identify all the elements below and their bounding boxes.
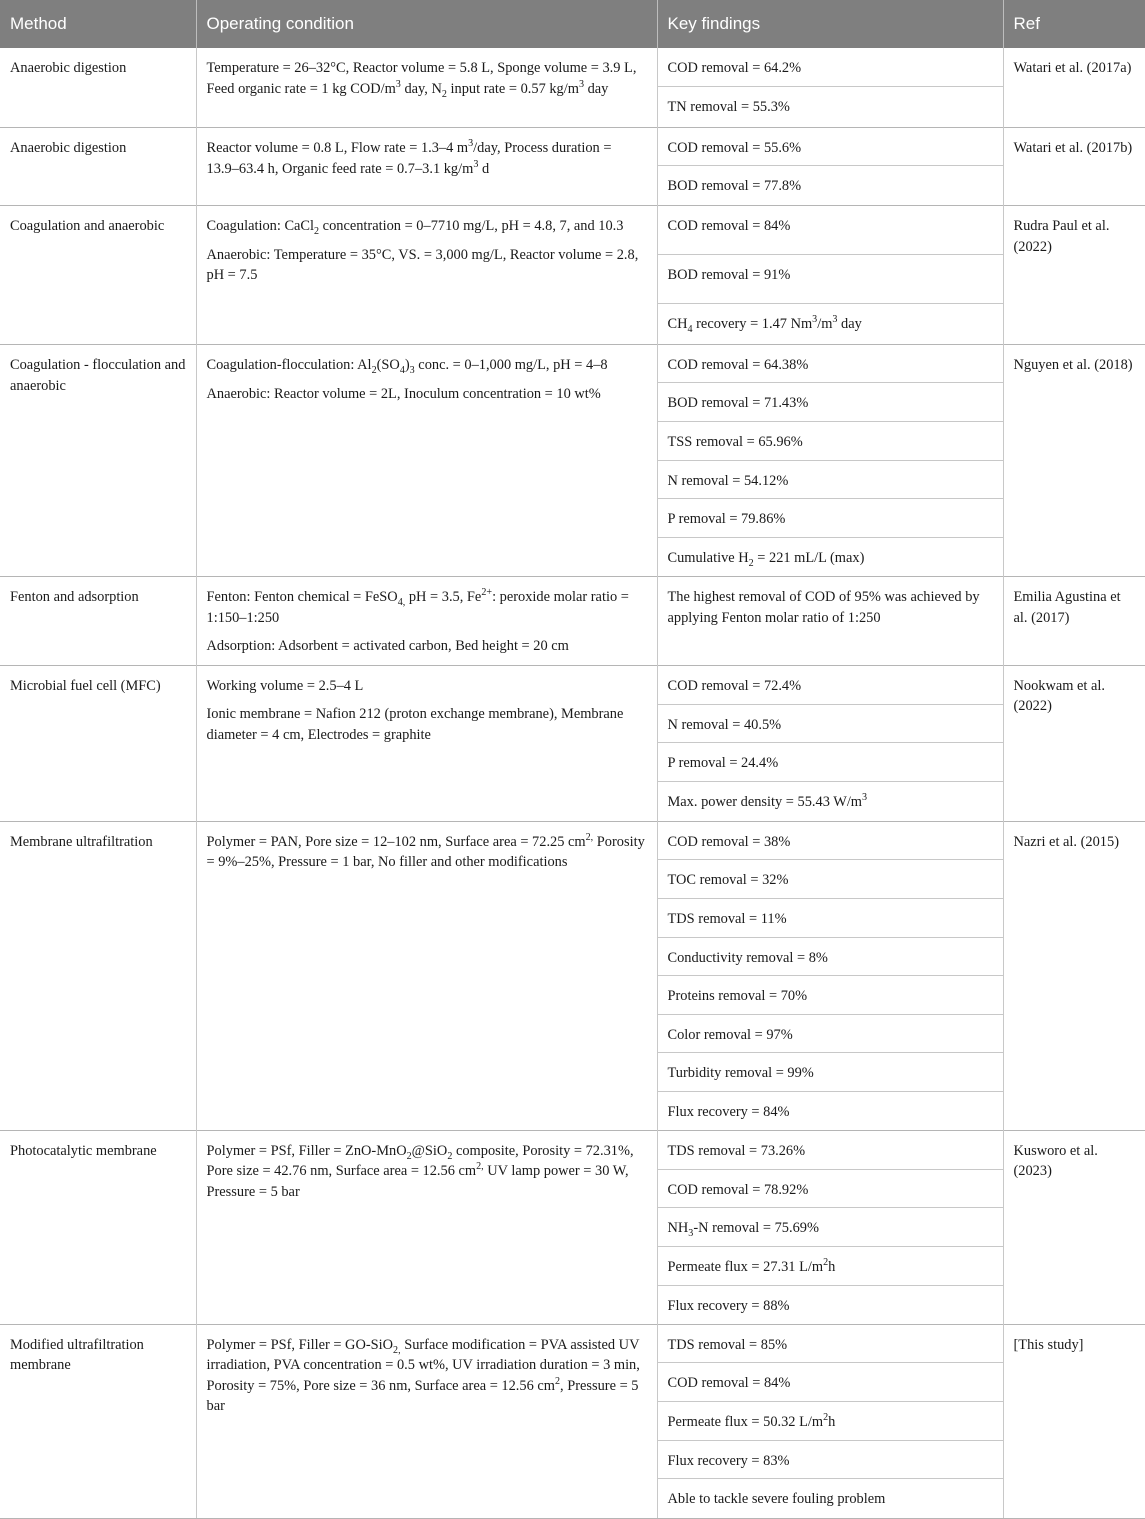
table-row [0, 1324, 1145, 1518]
finding-item: Flux recovery = 84% [667, 1103, 790, 1120]
condition-cell: Coagulation-flocculation: $Al_2(SO_4)_3$ conc. = 0–1,000 mg/L, pH = 4–8 Anaerobic: Reactor volume = 2L, Inoculum concentration = 10 wt% [196, 345, 657, 577]
finding-item: COD removal = 64.2% [658, 48, 1003, 87]
findings-cell [657, 1130, 1003, 1324]
finding-item: N removal = 54.12% [658, 461, 1003, 499]
finding-item: COD removal = 38% [658, 822, 1003, 860]
findings-cell [657, 821, 1003, 1130]
finding-item: P removal = 79.86% [658, 499, 1003, 538]
findings-cell [657, 48, 1003, 128]
method-cell: Anaerobic digestion [0, 48, 196, 128]
finding-item: P removal = 24.4% [658, 743, 1003, 782]
condition-cell: Polymer = PSf, Filler = GO-SiO$_{2,}$ Surface modification = PVA assisted UV irradiation, PVA concentration = 0.5 wt%, UV irradiation duration = 3 min, Porosity = 75%, Pore size = 36 nm, Surface area = 12.56 $cm^2$, Pressure = 5 bar [196, 1324, 657, 1518]
table-row [0, 345, 1145, 577]
method-cell: Membrane ultrafiltration [0, 821, 196, 1130]
table-row [0, 206, 1145, 345]
finding-item: TDS removal = 73.26% [658, 1131, 1003, 1170]
method-cell: Coagulation - flocculation and anaerobic [0, 345, 196, 577]
finding-item: Proteins removal = 70% [658, 976, 1003, 1015]
table-row [0, 1130, 1145, 1324]
finding-item: TDS removal = 85% [658, 1325, 1003, 1363]
findings-cell [657, 665, 1003, 821]
ref-cell: Nazri et al. (2015) [1003, 821, 1145, 1130]
condition-cell: Coagulation: CaCl$_2$ concentration = 0–7710 mg/L, pH = 4.8, 7, and 10.3 Anaerobic: Temperature = 35°C, VS. = 3,000 mg/L, Reactor volume = 2.8, pH = 7.5 [196, 206, 657, 345]
finding-item: BOD removal = 91% [658, 255, 1003, 304]
finding-item: Cumulative $H_2 = 221$ mL/L (max) [667, 550, 865, 569]
finding-item: BOD removal = 71.43% [658, 383, 1003, 422]
finding-item: Color removal = 97% [658, 1015, 1003, 1053]
method-cell: Anaerobic digestion [0, 128, 196, 206]
finding-item: Able to tackle severe fouling problem [667, 1490, 886, 1507]
ref-cell: Watari et al. (2017b) [1003, 128, 1145, 206]
condition-cell: Temperature = 26–32°C, Reactor volume = 5.8 L, Sponge volume = 3.9 L, Feed organic rate = 1 kg COD/$m^3$ day, $N_2$ input rate = 0.57 $kg/m^3$ day [196, 48, 657, 128]
table-row [0, 128, 1145, 206]
table-row [0, 48, 1145, 128]
header-findings: Key findings [657, 0, 1003, 48]
header-row [0, 0, 1145, 48]
finding-item: COD removal = 64.38% [658, 345, 1003, 383]
ref-cell: Nguyen et al. (2018) [1003, 345, 1145, 577]
finding-item: TOC removal = 32% [658, 860, 1003, 899]
ref-cell: Watari et al. (2017a) [1013, 60, 1132, 76]
finding-item: BOD removal = 77.8% [667, 178, 802, 194]
finding-item: Turbidity removal = 99% [658, 1053, 1003, 1092]
condition-cell: Polymer = PAN, Pore size = 12–102 nm, Surface area = 72.25 $cm^{2,}$ Porosity = 9%–25%, Pressure = 1 bar, No filler and other modifications [196, 821, 657, 1130]
findings-cell [657, 577, 1003, 666]
condition-cell: Reactor volume = 0.8 L, Flow rate = 1.3–4 $m^3$/day, Process duration = 13.9–63.4 h, Organic feed rate = 0.7–3.1 $kg/m^3$ d [196, 128, 657, 206]
ref-cell: Nookwam et al. (2022) [1003, 665, 1145, 821]
finding-item: COD removal = 84% [658, 206, 1003, 255]
condition-cell: Fenton: Fenton chemical = FeSO$_{4,}$ pH = 3.5, $Fe^{2+}$: peroxide molar ratio = 1:150–1:250 Adsorption: Adsorbent = activated carbon, Bed height = 20 cm [196, 577, 657, 666]
finding-item: The highest removal of COD of 95% was achieved by applying Fenton molar ratio of 1:250 [667, 589, 980, 626]
finding-item: Flux recovery = 83% [658, 1441, 1003, 1479]
method-cell: Microbial fuel cell (MFC) [0, 665, 196, 821]
finding-item: COD removal = 78.92% [658, 1170, 1003, 1208]
header-ref: Ref [1003, 0, 1145, 48]
table-row [0, 665, 1145, 821]
finding-item: N removal = 40.5% [658, 705, 1003, 743]
ref-cell: Kusworo et al. (2023) [1003, 1130, 1145, 1324]
header-condition: Operating condition [196, 0, 657, 48]
findings-cell [657, 345, 1003, 577]
findings-cell [657, 206, 1003, 345]
method-cell: Modified ultrafiltration membrane [0, 1324, 196, 1518]
finding-item: Flux recovery = 88% [667, 1297, 790, 1314]
finding-item: $CH_4$ recovery = 1.47 $Nm^3/m^3$ day [667, 314, 862, 335]
method-cell: Photocatalytic membrane [0, 1130, 196, 1324]
finding-item: COD removal = 72.4% [658, 666, 1003, 705]
condition-cell: Polymer = PSf, Filler = ZnO-MnO$_2$@SiO$_2$ composite, Porosity = 72.31%, Pore size = 42.76 nm, Surface area = 12.56 $cm^{2,}$ UV lamp power = 30 W, Pressure = 5 bar [196, 1130, 657, 1324]
finding-item: TSS removal = 65.96% [658, 422, 1003, 461]
finding-item: TDS removal = 11% [658, 899, 1003, 938]
method-cell: Fenton and adsorption [0, 577, 196, 666]
finding-item: COD removal = 84% [658, 1363, 1003, 1402]
findings-cell [657, 128, 1003, 206]
finding-item: Max. power density = 55.43 $W/m^3$ [667, 791, 868, 810]
table-row [0, 577, 1145, 666]
method-cell: Coagulation and anaerobic [0, 206, 196, 345]
ref-cell: [This study] [1003, 1324, 1145, 1518]
finding-item: Conductivity removal = 8% [658, 938, 1003, 976]
table-row [0, 821, 1145, 1130]
finding-item: COD removal = 55.6% [658, 128, 1003, 166]
ref-cell: Rudra Paul et al. (2022) [1003, 206, 1145, 345]
header-method: Method [0, 0, 196, 48]
condition-cell: Working volume = 2.5–4 L Ionic membrane = Nafion 212 (proton exchange membrane), Membrane diameter = 4 cm, Electrodes = graphite [196, 665, 657, 821]
findings-cell [657, 1324, 1003, 1518]
finding-item: Permeate flux = 27.31 $L/m^2h$ [658, 1247, 1003, 1286]
finding-item: $NH_3-N$ removal = 75.69% [658, 1208, 1003, 1247]
finding-item: Permeate flux = 50.32 $L/m^2h$ [658, 1402, 1003, 1441]
ref-cell: Emilia Agustina et al. (2017) [1003, 577, 1145, 666]
finding-item: TN removal = 55.3% [667, 99, 790, 115]
